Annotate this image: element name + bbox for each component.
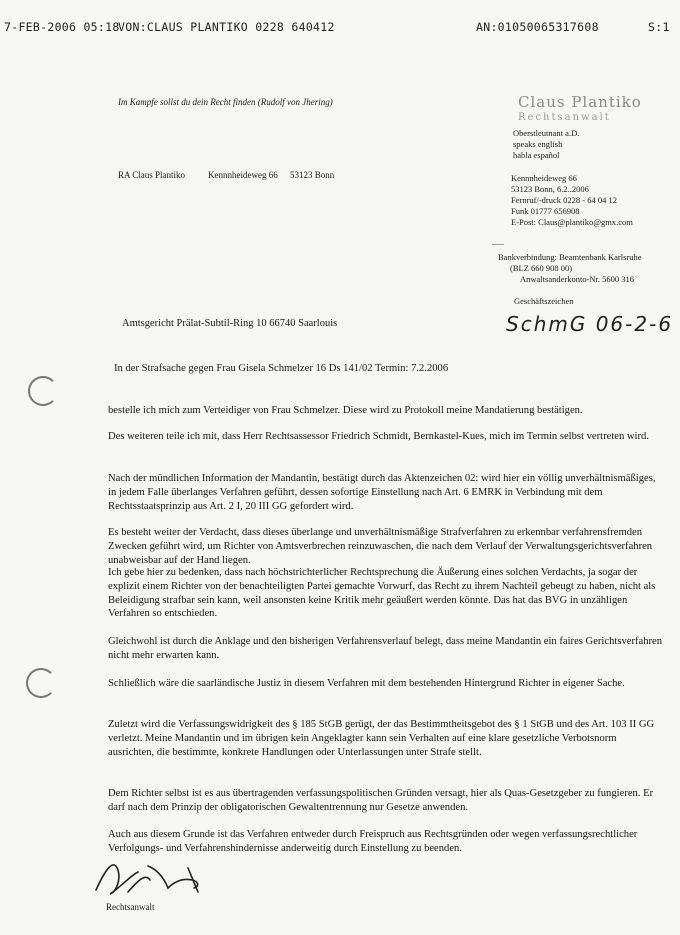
letterhead-line: speaks english <box>513 139 563 149</box>
body-paragraph: Des weiteren teile ich mit, dass Herr Rechtsassessor Friedrich Schmidt, Bernkastel-Kues, mich im Termin selbst vertreten wird. <box>108 431 649 442</box>
bank-line: Anwaltsanderkonto-Nr. 5600 316 <box>520 274 635 284</box>
recipient-address: Amtsgericht Prälat-Subtil-Ring 10 66740 Saarlouis <box>122 318 338 329</box>
letterhead-logo-title: Rechtsanwalt <box>518 112 611 123</box>
motto: Im Kampfe sollst du dein Recht finden (Rudolf von Jhering) <box>118 97 333 107</box>
letterhead-details <box>513 128 579 161</box>
body-paragraph: Schließlich wäre die saarländische Justiz in diesem Verfahren mit dem bestehenden Hintergrund Richter in eigener Sache. <box>108 678 625 689</box>
letterhead-address <box>511 173 633 228</box>
sender-city: 53123 Bonn <box>290 170 335 180</box>
fax-recipient-number: AN:01050065317608 <box>476 20 599 34</box>
fax-page-number: S:1 <box>648 20 670 34</box>
address-line: E-Post: Claus@plantiko@gmx.com <box>511 217 633 227</box>
body-paragraph: Auch aus diesem Grunde ist das Verfahren entweder durch Freispruch aus Rechtsgründen oder wegen verfassungsrechtlicher Verfolgungs- und Verfahrenshindernisse anderweitig durch Einstellung zu beenden. <box>108 829 638 854</box>
letterhead-line: Oberstleutnant a.D. <box>513 128 580 138</box>
body-paragraph: Ich gebe hier zu bedenken, dass nach höchstrichterlicher Rechtsprechung die Äußerung eines solchen Verdachts, ja sogar der explizit einem Richter von der benachteiligten Partei gemachte Vorwurf, das Recht zu ihrem Nachteil gebeugt zu haben, nicht als Beleidigung strafbar sein kann, weil ansonsten keine Kritik mehr geäußert werden könnte. Das hat das BVG in unzähligen Verfahren so entschieden. <box>108 567 656 620</box>
body-paragraph: Es besteht weiter der Verdacht, dass dieses überlange und unverhältnismäßige Strafverfahren zu erkennbar verfahrensfremden Zwecken geführt wird, um Richter von Amtsverbrechen reinzuwaschen, die nach dem Verlauf der Verwaltungsgerichtsverfahren unabweisbar auf der Hand liegen. <box>108 527 653 566</box>
bank-line: (BLZ 660 908 00) <box>510 263 573 273</box>
fax-sender: VON:CLAUS PLANTIKO 0228 640412 <box>118 20 335 34</box>
body-paragraph: Zuletzt wird die Verfassungswidrigkeit des § 185 StGB gerügt, der das Bestimmtheitsgebot des § 1 StGB und des Art. 103 II GG verletzt. Meine Mandantin und im übrigen kein Angeklagter kann sein Verhalten auf eine klare gesetzliche Verbotsnorm ausrichten, die bestimmte, konkrete Handlungen oder Unterlassungen unter Strafe stellt. <box>108 719 655 758</box>
body-paragraph: bestelle ich mich zum Verteidiger von Frau Schmelzer. Diese wird zu Protokoll meine Mandatierung bestätigen. <box>108 405 583 416</box>
sender-name: RA Claus Plantiko <box>118 170 186 180</box>
address-line: Kennnheideweg 66 <box>511 173 577 183</box>
divider <box>492 244 504 245</box>
letterhead-line: habla español <box>513 150 560 160</box>
fax-datetime: 7-FEB-2006 05:18 <box>4 20 120 34</box>
body-paragraph: Gleichwohl ist durch die Anklage und den bisherigen Verfahrensverlauf belegt, dass meine Mandantin ein faires Gerichtsverfahren nicht mehr erwarten kann. <box>108 636 663 661</box>
sender-street: Kennnheideweg 66 <box>208 170 278 180</box>
reference-handwritten: SchmG 06-2-6 <box>506 312 674 336</box>
address-line: 53123 Bonn, 6.2..2006 <box>511 184 589 194</box>
letterhead-logo-name: Claus Plantiko <box>518 93 642 111</box>
punch-hole <box>26 668 56 698</box>
address-line: Funk 01777 656908 <box>511 206 580 216</box>
body-paragraph: Nach der mündlichen Information der Mandantin, bestätigt durch das Aktenzeichen 02: wird hier ein völlig unverhältnismäßiges, in jedem Falle überlanges Verfahren geführt, dessen sofortige Einstellung nach Art. 6 EMRK in Verbindung mit dem Rechtsstaatsprinzip aus Art. 2 I, 20 III GG gefordert wird. <box>108 473 656 512</box>
body-paragraph: Dem Richter selbst ist es aus übertragenden verfassungspolitischen Gründen versagt, hier als Quas-Gesetzgeber zu fungieren. Er darf nach dem Prinzip der obligatorischen Gewaltentrennung nur Gesetze anwenden. <box>108 788 654 813</box>
reference-label: Geschäftszeichen <box>514 296 574 306</box>
signature-mark <box>88 848 228 908</box>
signature-label: Rechtsanwalt <box>106 902 155 912</box>
address-line: Fernruf/-druck 0228 - 64 04 12 <box>511 195 617 205</box>
subject-line: In der Strafsache gegen Frau Gisela Schmelzer 16 Ds 141/02 Termin: 7.2.2006 <box>114 363 449 374</box>
bank-line: Bankverbindung: Beamtenbank Karlsruhe <box>498 252 642 262</box>
punch-hole <box>28 376 58 406</box>
bank-details <box>498 252 642 285</box>
